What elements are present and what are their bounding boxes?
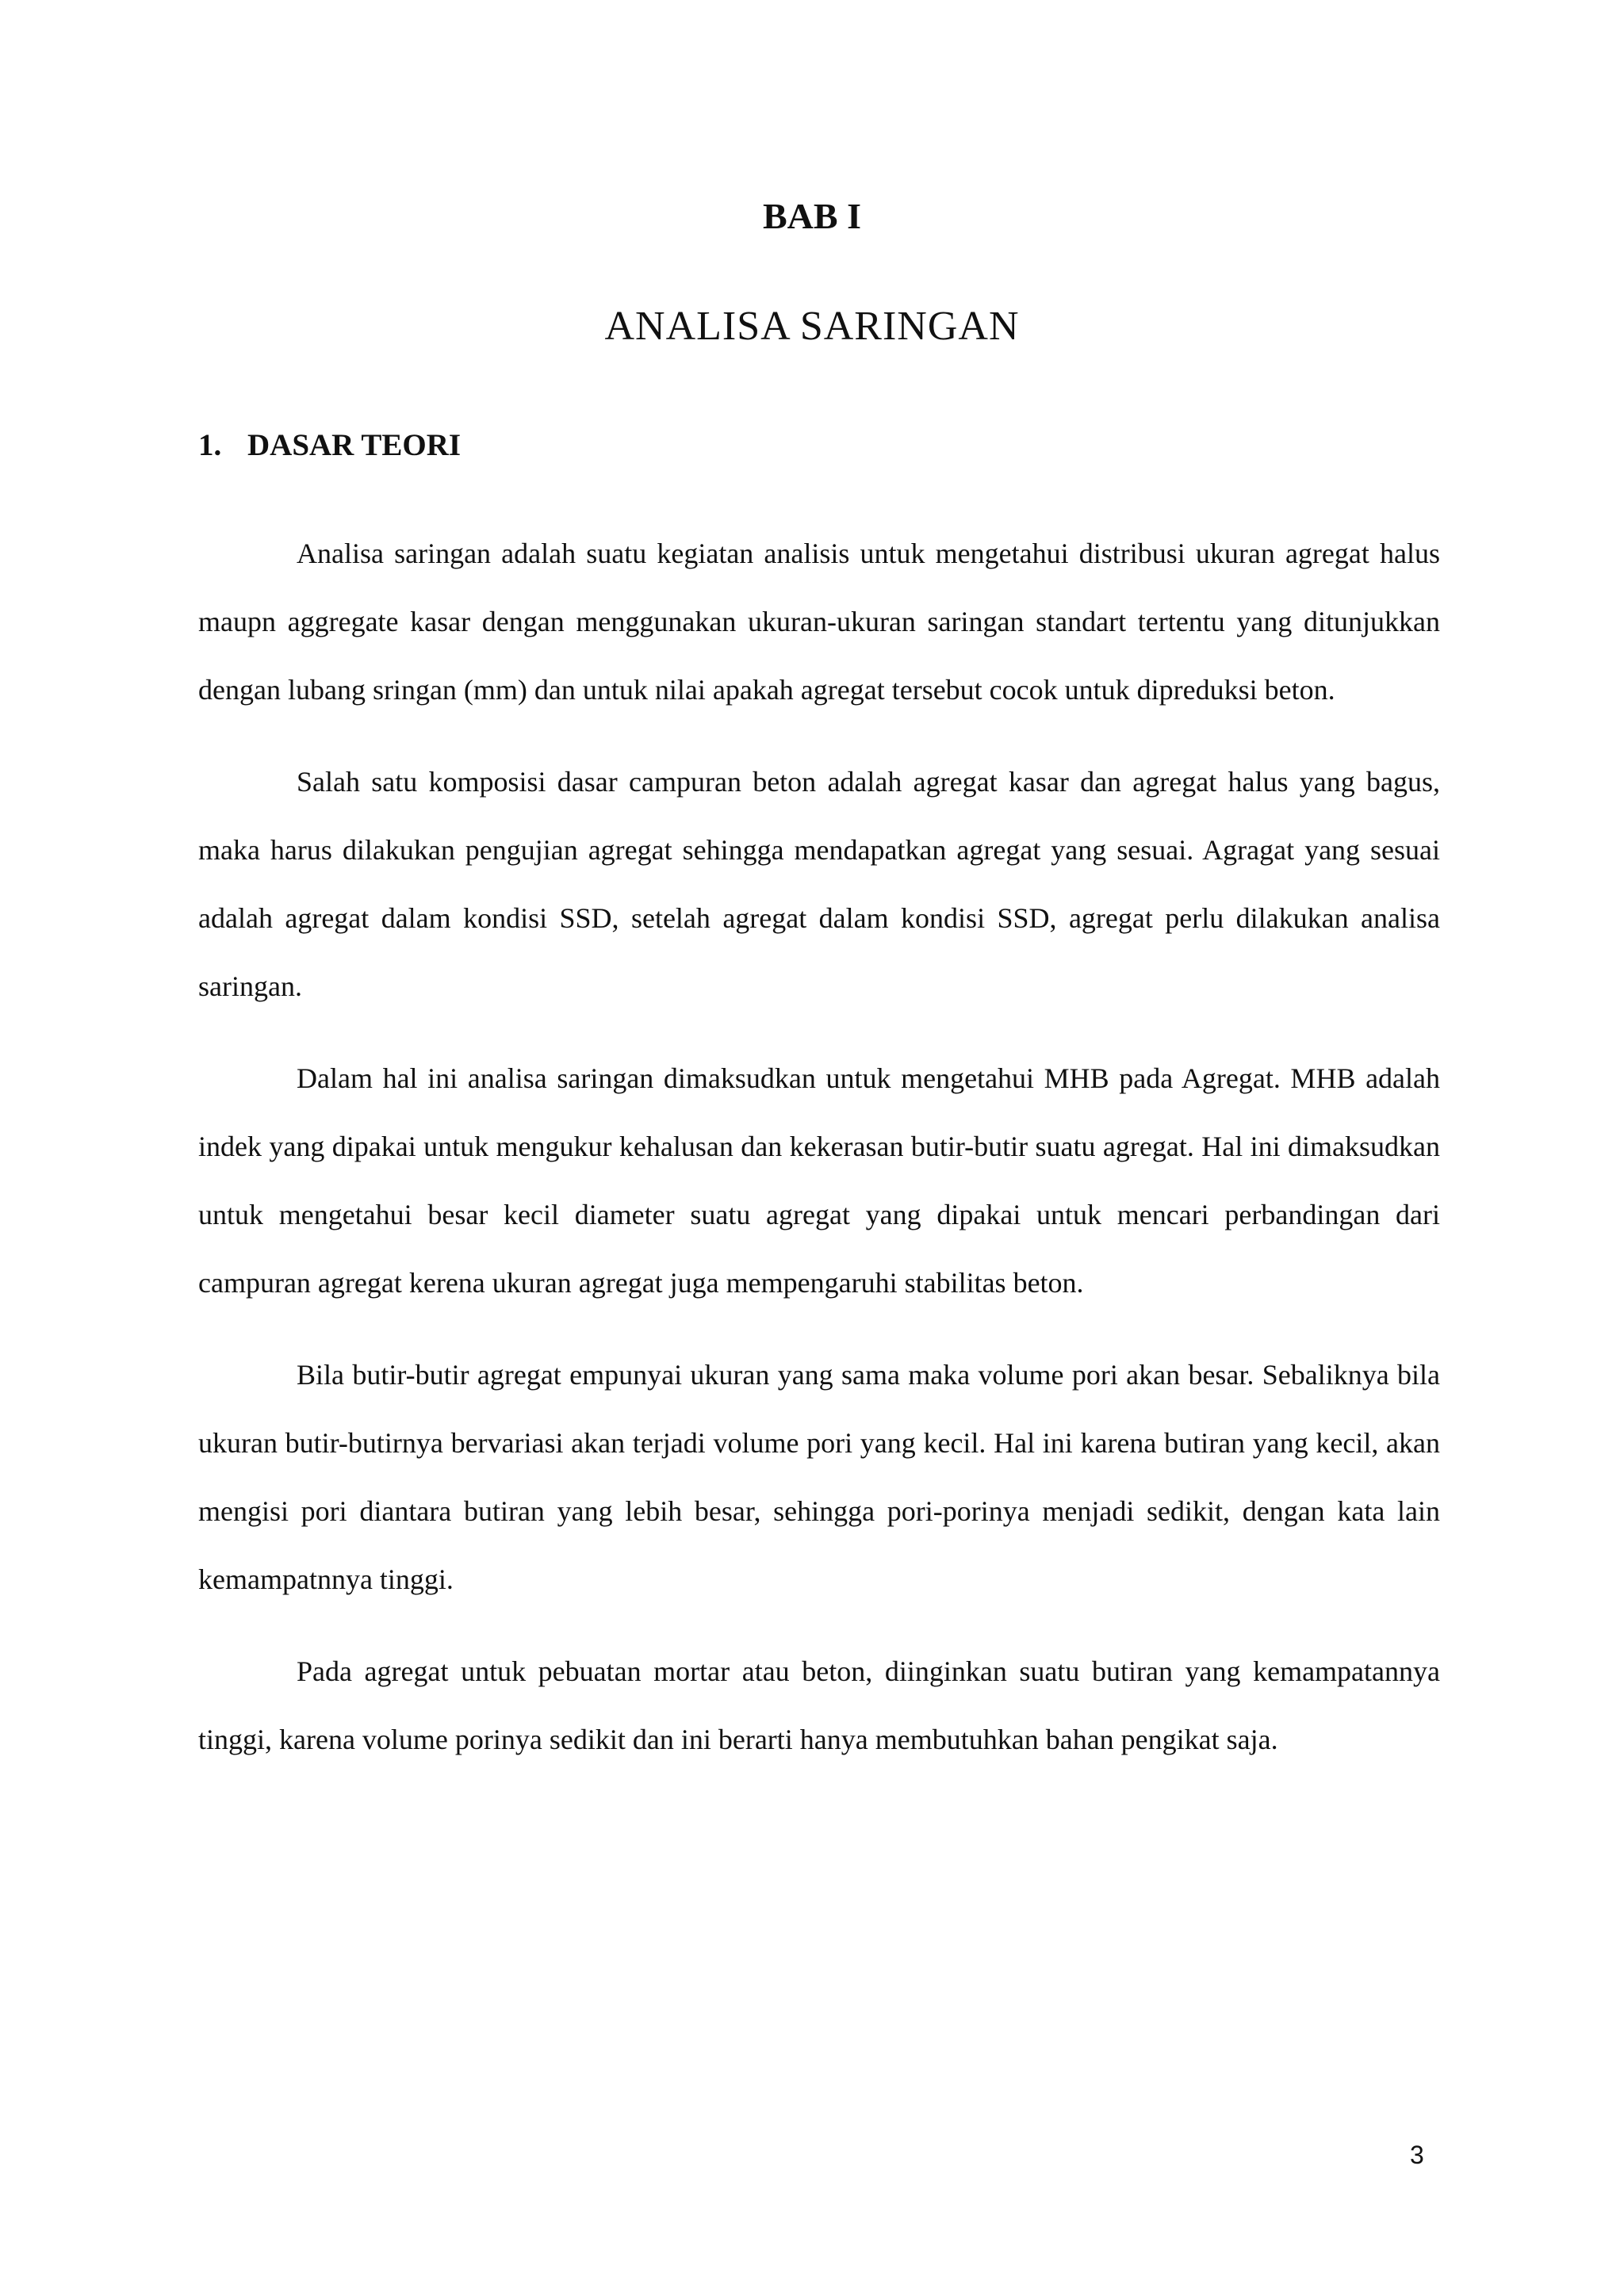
page-number: 3	[1410, 2141, 1424, 2169]
paragraph: Analisa saringan adalah suatu kegiatan analisis untuk mengetahui distribusi ukuran agregat halus maupn aggregate kasar dengan menggunakan ukuran-ukuran saringan standart tertentu yang ditunjukkan dengan lubang sringan (mm) dan untuk nilai apakah agregat tersebut cocok untuk dipreduksi beton.	[198, 538, 1440, 706]
chapter-number: BAB I	[763, 196, 861, 236]
section-number: 1.	[198, 428, 222, 462]
paragraph: Bila butir-butir agregat empunyai ukuran yang sama maka volume pori akan besar. Sebaliknya bila ukuran butir-butirnya bervariasi akan terjadi volume pori yang kecil. Hal ini karena butiran yang kecil, akan mengisi pori diantara butiran yang lebih besar, sehingga pori-porinya menjadi sedikit, dengan kata lain kemampatnnya tinggi.	[198, 1359, 1440, 1595]
section-heading	[198, 430, 461, 461]
paragraph: Dalam hal ini analisa saringan dimaksudkan untuk mengetahui MHB pada Agregat. MHB adalah indek yang dipakai untuk mengukur kehalusan dan kekerasan butir-butir suatu agregat. Hal ini dimaksudkan untuk mengetahui besar kecil diameter suatu agregat yang dipakai untuk mencari perbandingan dari campuran agregat kerena ukuran agregat juga mempengaruhi stabilitas beton.	[198, 1062, 1440, 1299]
paragraph: Salah satu komposisi dasar campuran beton adalah agregat kasar dan agregat halus yang bagus, maka harus dilakukan pengujian agregat sehingga mendapatkan agregat yang sesuai. Agragat yang sesuai adalah agregat dalam kondisi SSD, setelah agregat dalam kondisi SSD, agregat perlu dilakukan analisa saringan.	[198, 766, 1440, 1002]
chapter-title: ANALISA SARINGAN	[604, 304, 1020, 349]
paragraph: Pada agregat untuk pebuatan mortar atau beton, diinginkan suatu butiran yang kemampatannya tinggi, karena volume porinya sedikit dan ini berarti hanya membutuhkan bahan pengikat saja.	[198, 1655, 1440, 1755]
section-title: DASAR TEORI	[247, 428, 462, 462]
body-text	[198, 519, 1440, 1797]
